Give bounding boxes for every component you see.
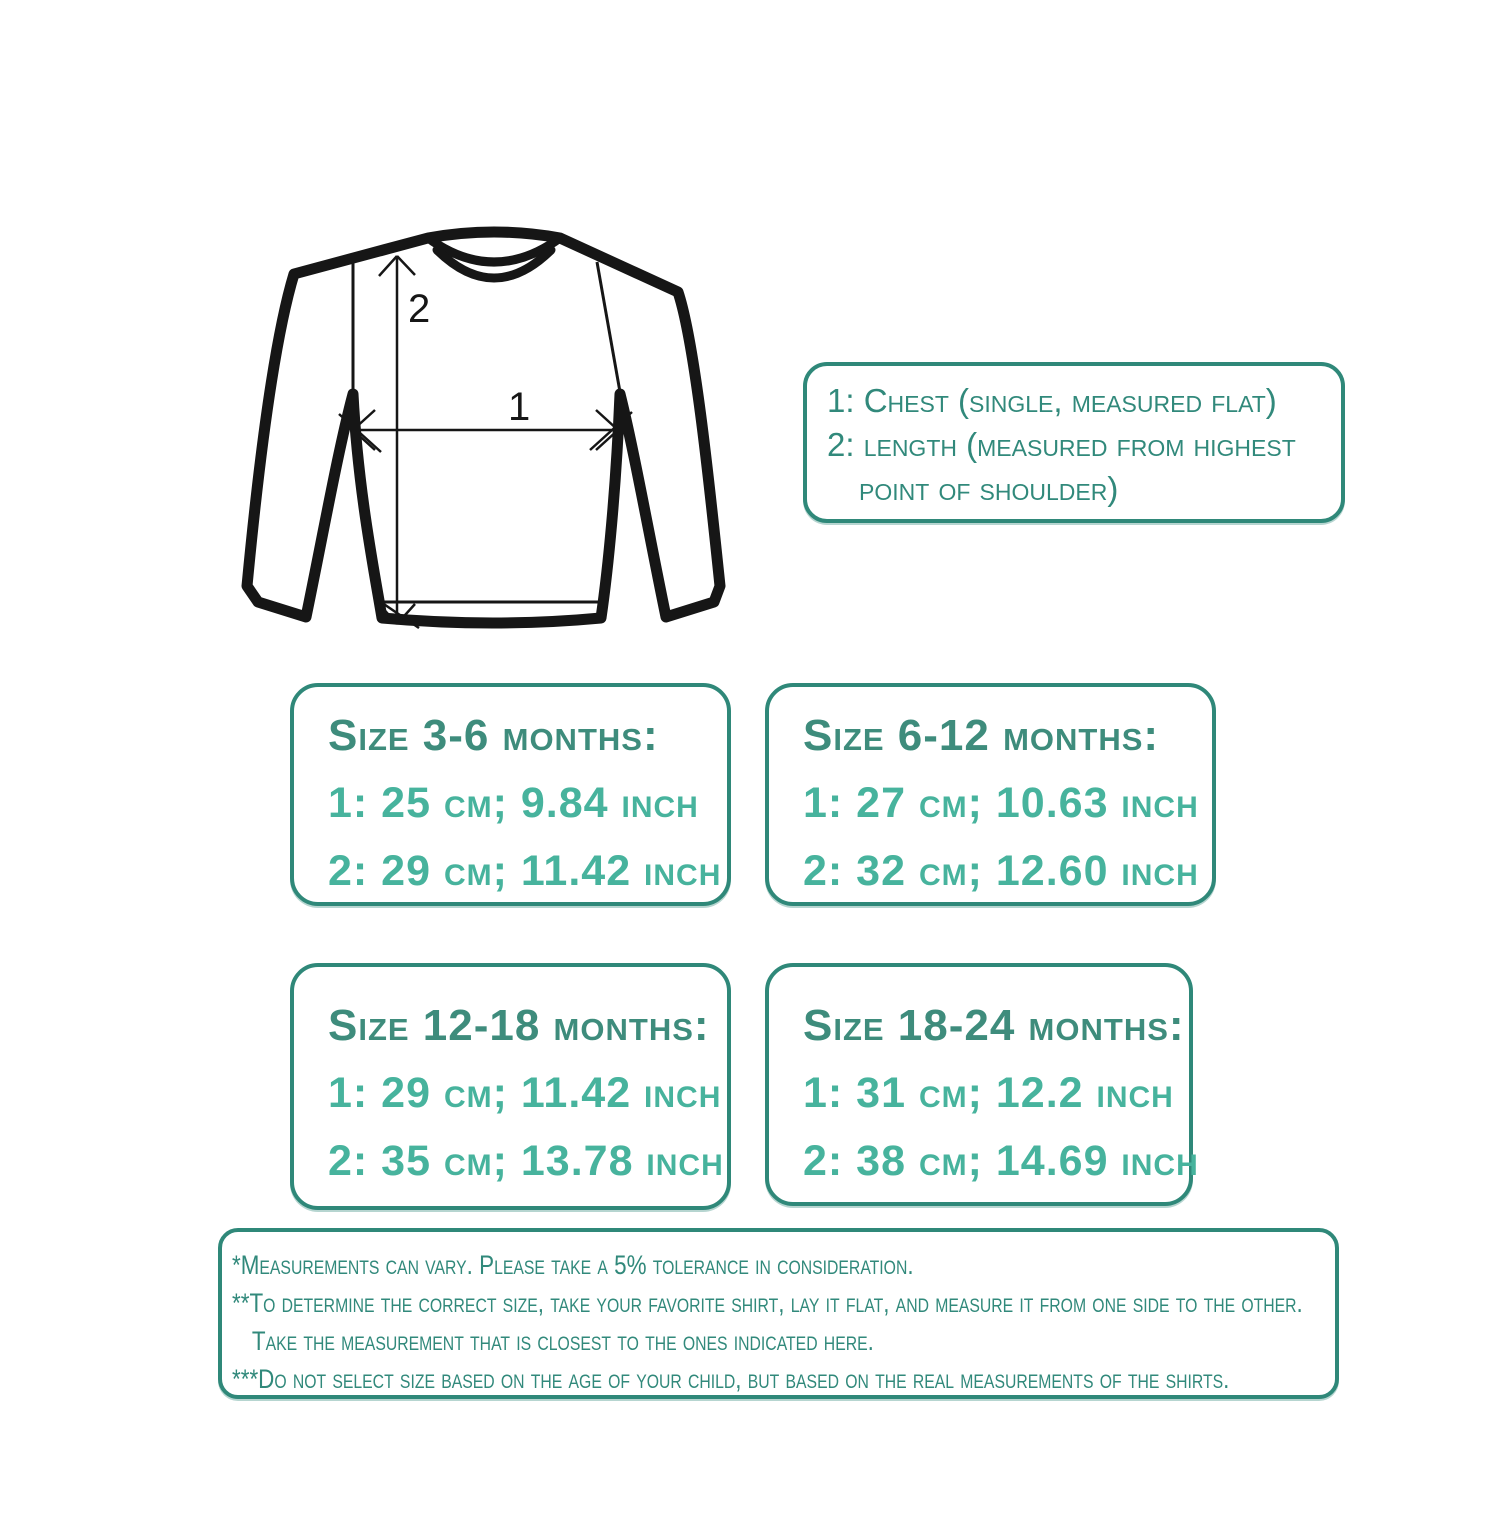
size-title: Size 3-6 months:: [328, 711, 659, 760]
chest-measurement: 1: 25 cm; 9.84 inch: [328, 779, 699, 827]
footnotes-lines: [232, 1246, 1336, 1398]
shirt-outline: [247, 232, 720, 623]
length-measurement: 2: 29 cm; 11.42 inch: [328, 847, 722, 895]
size-box-3-6-months: [290, 683, 731, 906]
size-title: Size 18-24 months:: [803, 1001, 1185, 1050]
footnote-how-to-measure-2: Take the measurement that is closest to the ones indicated here.: [251, 1326, 874, 1356]
size-title: Size 12-18 months:: [328, 1001, 710, 1050]
size-box-12-18-months: [290, 963, 731, 1210]
length-arrow-label: 2: [408, 287, 431, 331]
length-measurement: 2: 32 cm; 12.60 inch: [803, 847, 1199, 895]
chest-arrow-label: 1: [508, 385, 531, 429]
size-title: Size 6-12 months:: [803, 711, 1160, 760]
footnote-age-warning: ***Do not select size based on the age of your child, but based on the real measurements of the shirts.: [232, 1364, 1230, 1394]
footnote-tolerance: *Measurements can vary. Please take a 5% tolerance in consideration.: [232, 1250, 914, 1280]
size-box-18-24-months: [765, 963, 1199, 1206]
size-box-6-12-months: [765, 683, 1216, 906]
measurement-legend-box: [803, 362, 1345, 523]
length-measurement: 2: 35 cm; 13.78 inch: [328, 1137, 724, 1185]
legend-line-1: 1: Chest (single, measured flat): [827, 382, 1277, 419]
legend-line-2: 2: length (measured from highest: [827, 426, 1296, 463]
legend-line-3: point of shoulder): [859, 470, 1119, 507]
shirt-diagram: [230, 200, 750, 660]
footnote-how-to-measure: **To determine the correct size, take your favorite shirt, lay it flat, and measure it from one side to the other.: [232, 1288, 1303, 1318]
chest-measurement: 1: 31 cm; 12.2 inch: [803, 1069, 1174, 1117]
length-measurement: 2: 38 cm; 14.69 inch: [803, 1137, 1199, 1185]
footnotes-box: [218, 1228, 1339, 1399]
chest-measurement: 1: 29 cm; 11.42 inch: [328, 1069, 722, 1117]
chest-measurement: 1: 27 cm; 10.63 inch: [803, 779, 1199, 827]
